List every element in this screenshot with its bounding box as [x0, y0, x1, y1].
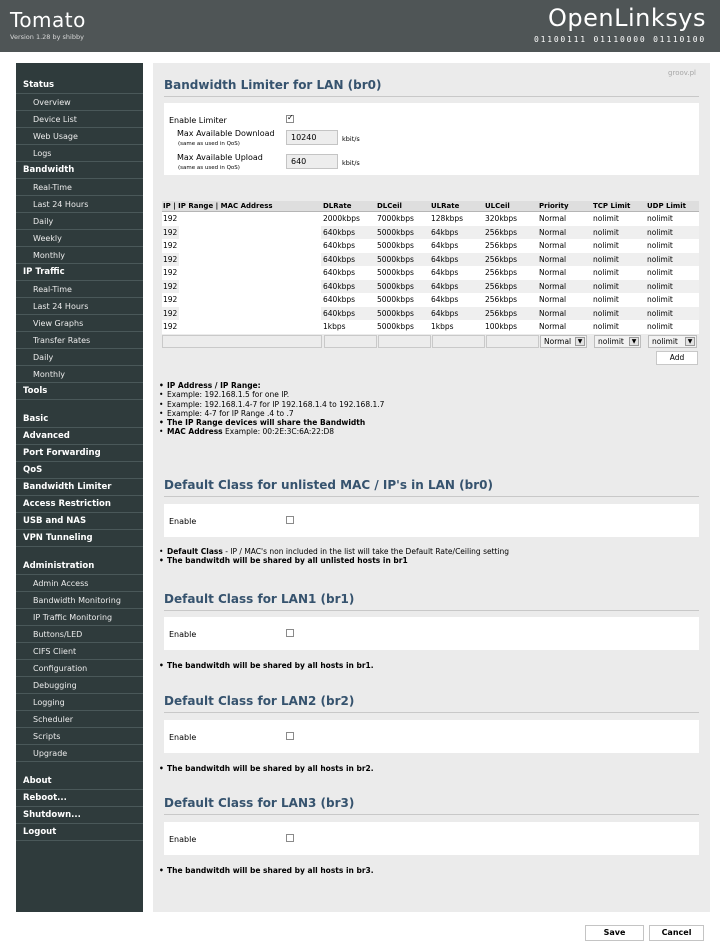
watermark-text: groov.pl — [668, 69, 696, 77]
download-label: Max Available Download — [177, 129, 275, 138]
table-cell: Normal — [539, 308, 567, 318]
tcp-select-value: nolimit — [598, 336, 624, 346]
table-cell: nolimit — [647, 214, 673, 223]
table-cell: nolimit — [647, 322, 673, 331]
note-ip-title: • IP Address / IP Range: — [159, 381, 384, 390]
sidebar-item-about[interactable]: About — [16, 773, 143, 790]
redaction-mask — [179, 266, 321, 279]
sidebar-item-vpn-tunneling[interactable]: VPN Tunneling — [16, 530, 143, 547]
table-cell: nolimit — [593, 308, 619, 318]
sidebar-item-reboot[interactable]: Reboot... — [16, 790, 143, 807]
note-mac — [159, 427, 384, 436]
lan1-box — [164, 617, 699, 650]
sidebar-item-monthly[interactable]: Monthly — [16, 247, 143, 264]
column-header[interactable]: DLCeil — [377, 202, 402, 210]
table-cell: nolimit — [647, 308, 673, 318]
table-cell: 640kbps — [323, 254, 356, 264]
sidebar-item-daily[interactable]: Daily — [16, 213, 143, 230]
main-content — [153, 63, 710, 912]
table-header — [162, 201, 699, 212]
nav-spacer — [16, 762, 143, 773]
lan3-enable-label: Enable — [169, 835, 197, 844]
new-ulceil-input[interactable] — [486, 335, 539, 348]
table-cell: 64kbps — [431, 268, 459, 277]
table-cell: 64kbps — [431, 254, 459, 264]
table-cell: nolimit — [593, 227, 619, 237]
nav-spacer — [16, 547, 143, 558]
sidebar-item-usb-and-nas[interactable]: USB and NAS — [16, 513, 143, 530]
new-udp-select[interactable] — [648, 335, 697, 348]
enable-limiter-label: Enable Limiter — [169, 116, 227, 125]
redaction-mask — [179, 307, 321, 320]
table-cell: 640kbps — [323, 295, 356, 304]
sidebar-item-view-graphs[interactable]: View Graphs — [16, 315, 143, 332]
new-ip-input[interactable] — [162, 335, 322, 348]
table-cell: 192 — [163, 241, 178, 250]
new-tcp-select[interactable] — [594, 335, 641, 348]
sidebar-item-daily[interactable]: Daily — [16, 349, 143, 366]
table-cell: 256kbps — [485, 281, 518, 291]
table-cell: Normal — [539, 268, 567, 277]
table-cell: Normal — [539, 322, 567, 331]
table-cell: nolimit — [647, 241, 673, 250]
table-cell: 100kbps — [485, 322, 518, 331]
default-note-bold: Default Class — [167, 547, 223, 556]
table-cell: Normal — [539, 227, 567, 237]
sidebar-item-overview[interactable]: Overview — [16, 94, 143, 111]
sidebar-item-web-usage[interactable]: Web Usage — [16, 128, 143, 145]
check-icon: ✓ — [287, 113, 294, 122]
table-cell: 1kbps — [431, 322, 454, 331]
download-sublabel: (same as used in QoS) — [178, 141, 240, 147]
table-cell: 640kbps — [323, 241, 356, 250]
note-ex1: • Example: 192.168.1.5 for one IP. — [159, 390, 384, 399]
note-mac-example: Example: 00:2E:3C:6A:22:D8 — [222, 427, 335, 437]
sidebar-item-port-forwarding[interactable]: Port Forwarding — [16, 445, 143, 462]
sidebar-item-ip-traffic[interactable]: IP Traffic — [16, 264, 143, 281]
header-bar — [0, 0, 720, 52]
lan2-note: • The bandwitdh will be shared by all hosts in br2. — [159, 764, 374, 773]
default-note-2: • The bandwitdh will be shared by all unlisted hosts in br1 — [159, 556, 509, 565]
sidebar-nav — [16, 63, 143, 912]
default-class-title: Default Class for unlisted MAC / IP's in LAN (br0) — [164, 478, 493, 492]
save-button[interactable]: Save — [585, 925, 644, 941]
nav-spacer — [16, 400, 143, 411]
upload-label: Max Available Upload — [177, 153, 263, 162]
lan3-box — [164, 822, 699, 855]
sidebar-item-administration[interactable]: Administration — [16, 558, 143, 575]
table-row[interactable] — [162, 280, 699, 294]
sidebar-item-bandwidth-limiter[interactable]: Bandwidth Limiter — [16, 479, 143, 496]
table-cell: 256kbps — [485, 308, 518, 318]
sidebar-item-real-time[interactable]: Real-Time — [16, 281, 143, 298]
table-cell: nolimit — [647, 295, 673, 304]
lan2-enable-label: Enable — [169, 733, 197, 742]
sidebar-item-advanced[interactable]: Advanced — [16, 428, 143, 445]
table-cell: 128kbps — [431, 214, 464, 223]
binary-tagline: 01100111 01110000 01110100 — [533, 35, 706, 44]
sidebar-item-debugging[interactable]: Debugging — [16, 677, 143, 694]
max-download-input[interactable]: 10240 — [286, 130, 338, 145]
table-body — [162, 212, 699, 334]
chevron-down-icon: ▼ — [575, 337, 585, 346]
table-cell: nolimit — [593, 281, 619, 291]
section-divider — [164, 814, 699, 815]
default-class-notes — [159, 547, 509, 566]
limiter-settings-box — [164, 103, 699, 175]
max-upload-input[interactable]: 640 — [286, 154, 338, 169]
sidebar-item-basic[interactable]: Basic — [16, 411, 143, 428]
add-button[interactable]: Add — [656, 351, 698, 365]
table-cell: 192 — [163, 322, 178, 331]
table-cell: 5000kbps — [377, 281, 414, 291]
openlinksys-logo: OpenLinksys — [548, 4, 706, 32]
lan1-title: Default Class for LAN1 (br1) — [164, 592, 355, 606]
lan2-notes — [159, 764, 374, 773]
sidebar-item-logs[interactable]: Logs — [16, 145, 143, 162]
table-row[interactable] — [162, 307, 699, 321]
table-cell: 64kbps — [431, 241, 459, 250]
table-cell: nolimit — [647, 281, 673, 291]
default-class-box — [164, 504, 699, 537]
sidebar-item-shutdown[interactable]: Shutdown... — [16, 807, 143, 824]
version-text: Version 1.28 by shibby — [10, 33, 84, 41]
column-header[interactable]: DLRate — [323, 202, 352, 210]
redaction-mask — [179, 293, 321, 306]
sidebar-item-access-restriction[interactable]: Access Restriction — [16, 496, 143, 513]
table-cell: Normal — [539, 281, 567, 291]
sidebar-item-cifs-client[interactable]: CIFS Client — [16, 643, 143, 660]
column-header[interactable]: Priority — [539, 202, 569, 210]
table-cell: 192 — [163, 281, 178, 291]
table-row[interactable] — [162, 266, 699, 280]
table-row[interactable] — [162, 212, 699, 226]
sidebar-item-status[interactable]: Status — [16, 77, 143, 94]
table-cell: 5000kbps — [377, 254, 414, 264]
table-cell: 64kbps — [431, 308, 459, 318]
redaction-mask — [179, 212, 321, 225]
table-cell: Normal — [539, 241, 567, 250]
table-cell: 640kbps — [323, 308, 356, 318]
redaction-mask — [179, 320, 321, 333]
table-cell: 5000kbps — [377, 268, 414, 277]
sidebar-item-monthly[interactable]: Monthly — [16, 366, 143, 383]
column-header[interactable]: TCP Limit — [593, 202, 631, 210]
sidebar-item-configuration[interactable]: Configuration — [16, 660, 143, 677]
note-mac-title: MAC Address — [167, 427, 223, 437]
column-header[interactable]: UDP Limit — [647, 202, 686, 210]
sidebar-item-scheduler[interactable]: Scheduler — [16, 711, 143, 728]
table-cell: nolimit — [593, 268, 619, 277]
lan1-notes — [159, 661, 374, 670]
default-note-rest: - IP / MAC's non included in the list will take the Default Rate/Ceiling setting — [222, 547, 510, 556]
sidebar-item-logging[interactable]: Logging — [16, 694, 143, 711]
tomato-logo: Tomato — [10, 8, 86, 32]
section-divider — [164, 496, 699, 497]
table-cell: nolimit — [647, 268, 673, 277]
column-header[interactable]: ULCeil — [485, 202, 510, 210]
lan2-enable-checkbox[interactable] — [286, 732, 294, 740]
sidebar-item-scripts[interactable]: Scripts — [16, 728, 143, 745]
chevron-down-icon: ▼ — [629, 337, 639, 346]
lan2-box — [164, 720, 699, 753]
lan3-title: Default Class for LAN3 (br3) — [164, 796, 355, 810]
sidebar-item-admin-access[interactable]: Admin Access — [16, 575, 143, 592]
table-row[interactable] — [162, 239, 699, 253]
ip-notes — [159, 381, 384, 437]
sidebar-item-logout[interactable]: Logout — [16, 824, 143, 841]
lan2-title: Default Class for LAN2 (br2) — [164, 694, 355, 708]
default-enable-label: Enable — [169, 517, 197, 526]
lan3-enable-checkbox[interactable] — [286, 834, 294, 842]
add-row — [162, 349, 699, 367]
table-cell: 5000kbps — [377, 295, 414, 304]
section-divider — [164, 96, 699, 97]
table-cell: nolimit — [593, 241, 619, 250]
table-cell: 7000kbps — [377, 214, 414, 223]
lan1-enable-label: Enable — [169, 630, 197, 639]
table-cell: 5000kbps — [377, 241, 414, 250]
table-cell: Normal — [539, 254, 567, 264]
table-cell: Normal — [539, 214, 567, 223]
table-cell: 192 — [163, 254, 178, 264]
default-enable-checkbox[interactable] — [286, 516, 294, 524]
table-cell: 256kbps — [485, 254, 518, 264]
default-note-1 — [159, 547, 509, 556]
table-row[interactable] — [162, 226, 699, 240]
table-row[interactable] — [162, 253, 699, 267]
new-dlceil-input[interactable] — [378, 335, 431, 348]
upload-unit: kbit/s — [342, 159, 360, 167]
note-ex3: • Example: 4-7 for IP Range .4 to .7 — [159, 409, 384, 418]
sidebar-item-weekly[interactable]: Weekly — [16, 230, 143, 247]
table-cell: nolimit — [593, 214, 619, 223]
table-cell: 64kbps — [431, 281, 459, 291]
sidebar-item-bandwidth-monitoring[interactable]: Bandwidth Monitoring — [16, 592, 143, 609]
new-dlrate-input[interactable] — [324, 335, 377, 348]
table-cell: 640kbps — [323, 281, 356, 291]
lan1-note: • The bandwitdh will be shared by all hosts in br1. — [159, 661, 374, 670]
table-cell: 256kbps — [485, 295, 518, 304]
table-cell: 1kbps — [323, 322, 346, 331]
sidebar-item-last-24-hours[interactable]: Last 24 Hours — [16, 196, 143, 213]
lan3-note: • The bandwitdh will be shared by all hosts in br3. — [159, 866, 374, 875]
table-cell: 256kbps — [485, 268, 518, 277]
download-unit: kbit/s — [342, 135, 360, 143]
table-cell: 256kbps — [485, 227, 518, 237]
page-title: Bandwidth Limiter for LAN (br0) — [164, 78, 382, 92]
table-cell: 192 — [163, 308, 178, 318]
table-cell: Normal — [539, 295, 567, 304]
table-cell: 5000kbps — [377, 227, 414, 237]
table-cell: 64kbps — [431, 227, 459, 237]
sidebar-item-device-list[interactable]: Device List — [16, 111, 143, 128]
redaction-mask — [179, 226, 321, 239]
new-entry-row — [162, 334, 699, 349]
table-row[interactable] — [162, 293, 699, 307]
column-header[interactable]: ULRate — [431, 202, 460, 210]
table-cell: 192 — [163, 268, 178, 277]
udp-select-value: nolimit — [652, 336, 678, 346]
table-cell: 2000kbps — [323, 214, 360, 223]
table-cell: 5000kbps — [377, 322, 414, 331]
limits-table — [162, 201, 699, 367]
new-priority-select[interactable] — [540, 335, 587, 348]
sidebar-item-upgrade[interactable]: Upgrade — [16, 745, 143, 762]
table-cell: 640kbps — [323, 227, 356, 237]
table-cell: nolimit — [593, 254, 619, 264]
redaction-mask — [179, 239, 321, 252]
table-cell: 5000kbps — [377, 308, 414, 318]
table-cell: nolimit — [647, 227, 673, 237]
table-cell: 192 — [163, 295, 178, 304]
lan1-enable-checkbox[interactable] — [286, 629, 294, 637]
sidebar-item-tools[interactable]: Tools — [16, 383, 143, 400]
chevron-down-icon: ▼ — [685, 337, 695, 346]
note-ex2: • Example: 192.168.1.4-7 for IP 192.168.1.4 to 192.168.1.7 — [159, 400, 384, 409]
redaction-mask — [179, 253, 321, 266]
table-cell: 64kbps — [431, 295, 459, 304]
sidebar-item-transfer-rates[interactable]: Transfer Rates — [16, 332, 143, 349]
redaction-mask — [179, 280, 321, 293]
table-cell: nolimit — [593, 295, 619, 304]
sidebar-item-buttons-led[interactable]: Buttons/LED — [16, 626, 143, 643]
sidebar-item-bandwidth[interactable]: Bandwidth — [16, 162, 143, 179]
upload-sublabel: (same as used in QoS) — [178, 165, 240, 171]
sidebar-item-qos[interactable]: QoS — [16, 462, 143, 479]
table-row[interactable] — [162, 320, 699, 334]
sidebar-item-last-24-hours[interactable]: Last 24 Hours — [16, 298, 143, 315]
new-ulrate-input[interactable] — [432, 335, 485, 348]
sidebar-item-real-time[interactable]: Real-Time — [16, 179, 143, 196]
column-header[interactable]: IP | IP Range | MAC Address — [163, 202, 273, 210]
priority-select-value: Normal — [544, 336, 572, 346]
lan3-notes — [159, 866, 374, 875]
table-cell: 640kbps — [323, 268, 356, 277]
sidebar-item-ip-traffic-monitoring[interactable]: IP Traffic Monitoring — [16, 609, 143, 626]
note-shared: • The IP Range devices will share the Bandwidth — [159, 418, 384, 427]
section-divider — [164, 712, 699, 713]
table-cell: 192 — [163, 214, 178, 223]
table-cell: nolimit — [647, 254, 673, 264]
table-cell: nolimit — [593, 322, 619, 331]
table-cell: 192 — [163, 227, 178, 237]
table-cell: 256kbps — [485, 241, 518, 250]
section-divider — [164, 610, 699, 611]
table-cell: 320kbps — [485, 214, 518, 223]
cancel-button[interactable]: Cancel — [649, 925, 704, 941]
